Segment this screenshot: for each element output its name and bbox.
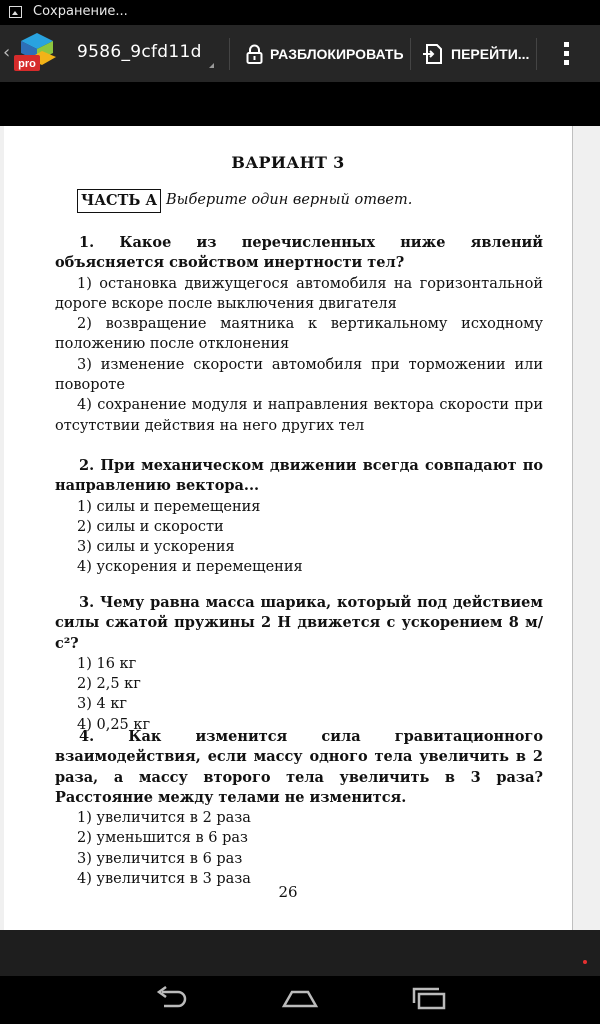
question-title: 2. При механическом движении всегда совпадают по направлению вектора... — [55, 457, 543, 495]
part-instruction: Выберите один верный ответ. — [166, 192, 413, 208]
page-number: 26 — [278, 883, 298, 901]
unlock-label: РАЗБЛОКИРОВАТЬ — [270, 45, 404, 62]
app-logo[interactable] — [12, 31, 62, 75]
answer-option: 1) силы и перемещения — [77, 498, 261, 515]
divider — [536, 38, 537, 70]
divider — [410, 38, 411, 70]
answer-option: 1) увеличится в 2 раза — [77, 810, 251, 827]
overflow-menu-icon[interactable] — [560, 41, 574, 67]
question-title: 4. Как изменится сила гравитационного взаимодействия, если массу одного тела увеличить в 2 раза, а массу второго тела увеличить в 3 раза? Расстояние между телами не изменится. — [55, 728, 543, 806]
document-page — [4, 126, 572, 930]
answer-option: 2) уменьшится в 6 раз — [77, 830, 248, 847]
goto-page-icon — [422, 43, 444, 65]
image-notification-icon — [9, 6, 22, 18]
toolbar-spacer — [0, 82, 600, 126]
answer-option: 4) ускорения и перемещения — [77, 559, 303, 576]
navigation-bar — [0, 976, 600, 1024]
answer-option: 3) 4 кг — [77, 696, 127, 713]
question-title: 3. Чему равна масса шарика, который под действием силы сжатой пружины 2 Н движется с ускорением 8 м/с²? — [55, 594, 543, 652]
notification-dot — [583, 960, 587, 964]
goto-label: ПЕРЕЙТИ... — [451, 45, 530, 62]
document-viewer[interactable] — [0, 126, 600, 930]
variant-heading: ВАРИАНТ 3 — [231, 153, 345, 172]
answer-option: 2) возвращение маятника к вертикальному исходному положению после отклонения — [55, 316, 543, 353]
viewer-bottom-strip — [0, 930, 600, 976]
question-4 — [55, 727, 543, 889]
question-2 — [55, 456, 543, 578]
lock-icon — [246, 44, 263, 64]
home-icon[interactable] — [280, 986, 320, 1012]
recent-apps-icon[interactable] — [410, 986, 448, 1012]
question-3 — [55, 593, 543, 735]
divider — [229, 38, 230, 70]
answer-option: 2) силы и скорости — [77, 518, 224, 535]
answer-option: 2) 2,5 кг — [77, 676, 141, 693]
page-shadow — [572, 126, 573, 930]
logo-badge: pro — [18, 58, 36, 70]
answer-option: 1) 16 кг — [77, 655, 137, 672]
title-dropdown-icon[interactable] — [209, 63, 214, 68]
answer-option: 4) 0,25 кг — [77, 716, 151, 733]
status-bar — [0, 0, 600, 25]
part-label: ЧАСТЬ А — [77, 189, 161, 213]
unlock-button[interactable] — [246, 25, 404, 82]
answer-option: 3) изменение скорости автомобиля при торможении или повороте — [55, 356, 543, 394]
back-icon[interactable] — [152, 986, 190, 1012]
answer-option: 4) сохранение модуля и направления вектора скорости при отсутствии действия на него других тел — [55, 397, 543, 434]
action-bar — [0, 25, 600, 82]
question-1 — [55, 233, 543, 436]
answer-option: 3) силы и ускорения — [77, 539, 235, 556]
answer-option: 4) увеличится в 3 раза — [77, 871, 251, 888]
status-text: Сохранение... — [33, 4, 128, 19]
document-title[interactable]: 9586_9cfd11d — [77, 42, 202, 62]
answer-option: 3) увеличится в 6 раз — [77, 850, 243, 867]
goto-button[interactable] — [422, 25, 529, 82]
question-title: 1. Какое из перечисленных ниже явлений объясняется свойством инертности тел? — [55, 234, 543, 272]
answer-option: 1) остановка движущегося автомобиля на горизонтальной дороге вскоре после выключения двигателя — [55, 275, 543, 312]
back-chevron-icon[interactable]: ‹ — [3, 42, 11, 63]
